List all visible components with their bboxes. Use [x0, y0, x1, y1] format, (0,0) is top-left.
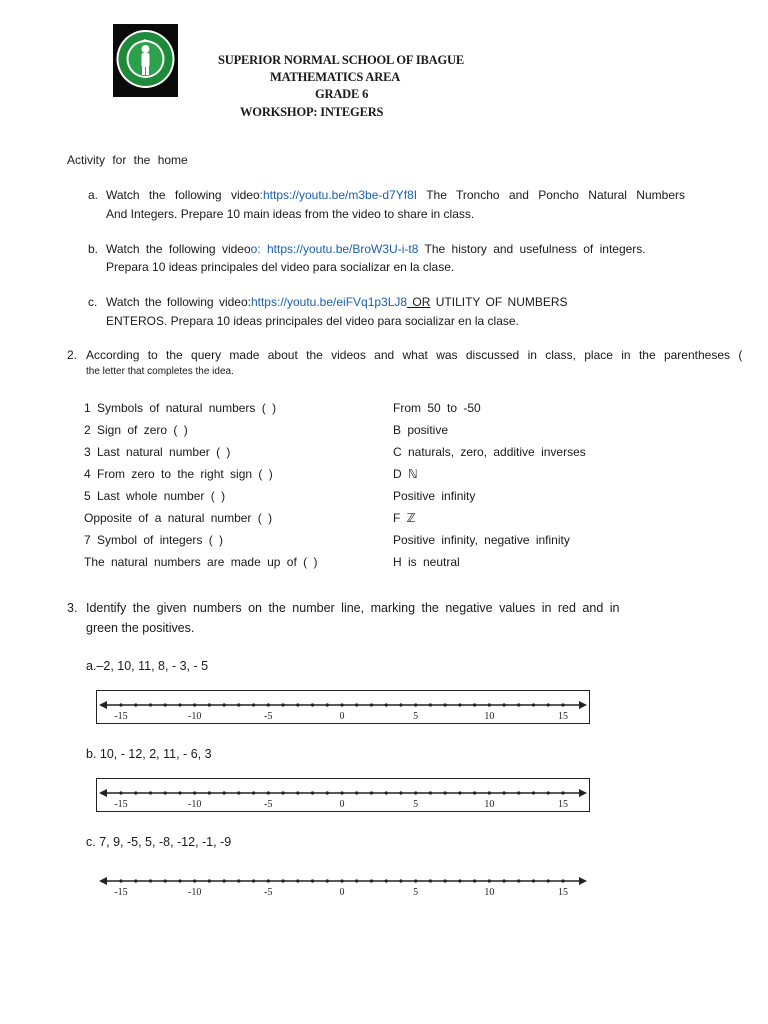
tick-label: -5	[264, 711, 273, 722]
tick-mark[interactable]	[208, 791, 211, 794]
tick-mark[interactable]	[429, 703, 432, 706]
item-b-prefix: Watch the following video	[106, 242, 251, 256]
q3-part-a-label: a.–2, 10, 11, 8, - 3, - 5	[86, 659, 209, 673]
tick-label: -5	[264, 887, 273, 898]
item-c-video-link[interactable]: https://youtu.be/eiFVq1p3LJ8	[250, 295, 408, 309]
tick-mark[interactable]	[267, 791, 270, 794]
arrow-left-icon	[99, 789, 107, 797]
tick-mark[interactable]	[326, 791, 329, 794]
tick-mark[interactable]	[134, 879, 137, 882]
match-left-6: Opposite of a natural number ( )	[84, 511, 273, 525]
tick-mark[interactable]	[237, 791, 240, 794]
tick-mark[interactable]	[561, 791, 564, 794]
arrow-right-icon	[579, 789, 587, 797]
tick-mark[interactable]	[385, 879, 388, 882]
tick-mark[interactable]	[134, 791, 137, 794]
tick-label: 5	[413, 887, 419, 898]
tick-mark[interactable]	[444, 703, 447, 706]
tick-mark[interactable]	[370, 879, 373, 882]
tick-mark[interactable]	[223, 791, 226, 794]
tick-mark[interactable]	[193, 791, 196, 794]
number-line-b[interactable]	[97, 779, 589, 811]
item-a-marker: a.	[88, 188, 99, 202]
tick-mark[interactable]	[252, 879, 255, 882]
tick-mark[interactable]	[326, 879, 329, 882]
tick-mark[interactable]	[547, 703, 550, 706]
item-b-line2: Prepara 10 ideas principales del video para socializar en la clase.	[106, 260, 455, 274]
tick-mark[interactable]	[252, 703, 255, 706]
tick-mark[interactable]	[532, 879, 535, 882]
match-right-6: F ℤ	[393, 511, 416, 525]
tick-mark[interactable]	[340, 703, 343, 706]
arrow-right-icon	[579, 877, 587, 885]
tick-mark[interactable]	[547, 879, 550, 882]
q3-part-c-label: c. 7, 9, -5, 5, -8, -12, -1, -9	[86, 835, 232, 849]
tick-mark[interactable]	[488, 879, 491, 882]
item-c-line1	[106, 295, 568, 309]
tick-mark[interactable]	[193, 703, 196, 706]
tick-mark[interactable]	[399, 703, 402, 706]
tick-label: 10	[484, 711, 495, 722]
tick-label: 15	[558, 711, 568, 722]
match-left-1: 1 Symbols of natural numbers ( )	[84, 401, 277, 415]
tick-mark[interactable]	[444, 791, 447, 794]
tick-mark[interactable]	[502, 791, 505, 794]
tick-label: 0	[339, 711, 345, 722]
item-c-prefix: Watch the following video:	[106, 295, 251, 309]
q2-number: 2.	[67, 348, 78, 362]
tick-mark[interactable]	[223, 879, 226, 882]
match-left-7: 7 Symbol of integers ( )	[84, 533, 224, 547]
item-c-line2: ENTEROS. Prepara 10 ideas principales del video para socializar en la clase.	[106, 314, 519, 328]
tick-label: 10	[484, 887, 495, 898]
tick-mark[interactable]	[237, 879, 240, 882]
tick-mark[interactable]	[237, 703, 240, 706]
tick-mark[interactable]	[164, 703, 167, 706]
tick-mark[interactable]	[149, 879, 152, 882]
tick-mark[interactable]	[252, 791, 255, 794]
tick-mark[interactable]	[458, 703, 461, 706]
match-right-3: C naturals, zero, additive inverses	[393, 445, 586, 459]
tick-mark[interactable]	[473, 879, 476, 882]
tick-mark[interactable]	[488, 703, 491, 706]
number-line-box-c	[96, 866, 590, 900]
tick-mark[interactable]	[517, 703, 520, 706]
tick-mark[interactable]	[296, 879, 299, 882]
tick-mark[interactable]	[444, 879, 447, 882]
item-a-line2: And Integers. Prepare 10 main ideas from the video to share in class.	[106, 207, 475, 221]
item-c-after: UTILITY OF NUMBERS	[430, 295, 568, 309]
q3-line2: green the positives.	[86, 621, 195, 635]
item-b-after: The history and usefulness of integers.	[418, 242, 646, 256]
tick-mark[interactable]	[223, 703, 226, 706]
tick-mark[interactable]	[340, 879, 343, 882]
tick-mark[interactable]	[532, 703, 535, 706]
tick-mark[interactable]	[561, 703, 564, 706]
tick-mark[interactable]	[208, 879, 211, 882]
workshop-title: WORKSHOP: INTEGERS	[240, 105, 384, 119]
tick-label: -15	[114, 799, 128, 810]
q3-number: 3.	[67, 601, 78, 615]
tick-label: 10	[484, 799, 495, 810]
tick-mark[interactable]	[385, 703, 388, 706]
tick-mark[interactable]	[561, 879, 564, 882]
tick-mark[interactable]	[429, 791, 432, 794]
tick-mark[interactable]	[488, 791, 491, 794]
match-left-5: 5 Last whole number ( )	[84, 489, 226, 503]
item-b-line1	[106, 242, 646, 256]
tick-mark[interactable]	[281, 791, 284, 794]
tick-mark[interactable]	[178, 791, 181, 794]
tick-mark[interactable]	[414, 791, 417, 794]
item-a-line1	[106, 188, 685, 202]
item-a-prefix: Watch the following video	[106, 188, 260, 202]
tick-mark[interactable]	[547, 791, 550, 794]
school-name: SUPERIOR NORMAL SCHOOL OF IBAGUE	[218, 53, 464, 67]
tick-mark[interactable]	[296, 791, 299, 794]
arrow-left-icon	[99, 701, 107, 709]
tick-label: 0	[339, 887, 345, 898]
match-right-4: D ℕ	[393, 467, 418, 481]
activity-title: Activity for the home	[67, 153, 188, 167]
item-c-marker: c.	[88, 295, 98, 309]
tick-mark[interactable]	[149, 791, 152, 794]
tick-mark[interactable]	[178, 879, 181, 882]
tick-mark[interactable]	[267, 703, 270, 706]
q3-line1: Identify the given numbers on the number line, marking the negative values in red and in	[86, 601, 620, 615]
tick-mark[interactable]	[311, 703, 314, 706]
match-right-5: Positive infinity	[393, 489, 476, 503]
tick-mark[interactable]	[164, 879, 167, 882]
match-left-4: 4 From zero to the right sign ( )	[84, 467, 273, 481]
match-left-2: 2 Sign of zero ( )	[84, 423, 188, 437]
arrow-left-icon	[99, 877, 107, 885]
tick-label: 15	[558, 887, 568, 898]
match-left-3: 3 Last natural number ( )	[84, 445, 231, 459]
tick-mark[interactable]	[502, 703, 505, 706]
tick-label: -5	[264, 799, 273, 810]
arrow-right-icon	[579, 701, 587, 709]
tick-mark[interactable]	[296, 703, 299, 706]
tick-label: 5	[413, 711, 419, 722]
tick-mark[interactable]	[119, 791, 122, 794]
tick-mark[interactable]	[370, 703, 373, 706]
tick-mark[interactable]	[473, 791, 476, 794]
item-a-after: The Troncho and Poncho Natural Numbers	[417, 188, 685, 202]
match-right-7: Positive infinity, negative infinity	[393, 533, 570, 547]
tick-mark[interactable]	[208, 703, 211, 706]
area-name: MATHEMATICS AREA	[270, 70, 401, 84]
number-line-a[interactable]	[97, 691, 589, 723]
tick-label: -15	[114, 711, 128, 722]
tick-mark[interactable]	[340, 791, 343, 794]
tick-mark[interactable]	[164, 791, 167, 794]
tick-mark[interactable]	[119, 703, 122, 706]
tick-mark[interactable]	[134, 703, 137, 706]
tick-mark[interactable]	[178, 703, 181, 706]
tick-mark[interactable]	[385, 791, 388, 794]
tick-mark[interactable]	[458, 791, 461, 794]
tick-mark[interactable]	[370, 791, 373, 794]
grade-label: GRADE 6	[315, 87, 369, 101]
q2-subtext: the letter that completes the idea.	[86, 366, 234, 377]
tick-label: -15	[114, 887, 128, 898]
tick-mark[interactable]	[399, 879, 402, 882]
tick-mark[interactable]	[399, 791, 402, 794]
tick-mark[interactable]	[502, 879, 505, 882]
tick-mark[interactable]	[193, 879, 196, 882]
q2-text: According to the query made about the videos and what was discussed in class, place in the parentheses (	[86, 348, 743, 362]
match-right-2: B positive	[393, 423, 449, 437]
item-c-or-link[interactable]: OR	[407, 295, 431, 309]
match-left-8: The natural numbers are made up of ( )	[84, 555, 318, 569]
number-line-box-b	[96, 778, 590, 812]
tick-mark[interactable]	[311, 791, 314, 794]
match-right-8: H is neutral	[393, 555, 460, 569]
tick-mark[interactable]	[281, 703, 284, 706]
tick-mark[interactable]	[326, 703, 329, 706]
q3-part-b-label: b. 10, - 12, 2, 11, - 6, 3	[86, 747, 212, 761]
school-seal-icon	[113, 24, 178, 97]
tick-label: 5	[413, 799, 419, 810]
tick-mark[interactable]	[473, 703, 476, 706]
item-b-video-link[interactable]: o: https://youtu.be/BroW3U-i-t8	[250, 242, 419, 256]
tick-mark[interactable]	[281, 879, 284, 882]
tick-mark[interactable]	[355, 879, 358, 882]
tick-label: -10	[187, 887, 202, 898]
tick-label: -10	[187, 799, 202, 810]
tick-mark[interactable]	[149, 703, 152, 706]
tick-mark[interactable]	[414, 879, 417, 882]
number-line-box-a	[96, 690, 590, 724]
number-line-c[interactable]	[97, 867, 589, 899]
item-a-video-link[interactable]: :https://youtu.be/m3be-d7Yf8I	[259, 188, 418, 202]
tick-mark[interactable]	[311, 879, 314, 882]
tick-label: -10	[187, 711, 202, 722]
tick-mark[interactable]	[429, 879, 432, 882]
tick-mark[interactable]	[517, 791, 520, 794]
tick-mark[interactable]	[119, 879, 122, 882]
tick-label: 0	[339, 799, 345, 810]
school-logo	[113, 24, 178, 97]
tick-mark[interactable]	[414, 703, 417, 706]
item-b-marker: b.	[88, 242, 99, 256]
tick-mark[interactable]	[355, 791, 358, 794]
tick-mark[interactable]	[355, 703, 358, 706]
tick-mark[interactable]	[458, 879, 461, 882]
tick-mark[interactable]	[267, 879, 270, 882]
tick-label: 15	[558, 799, 568, 810]
tick-mark[interactable]	[517, 879, 520, 882]
tick-mark[interactable]	[532, 791, 535, 794]
match-right-1: From 50 to -50	[393, 401, 481, 415]
